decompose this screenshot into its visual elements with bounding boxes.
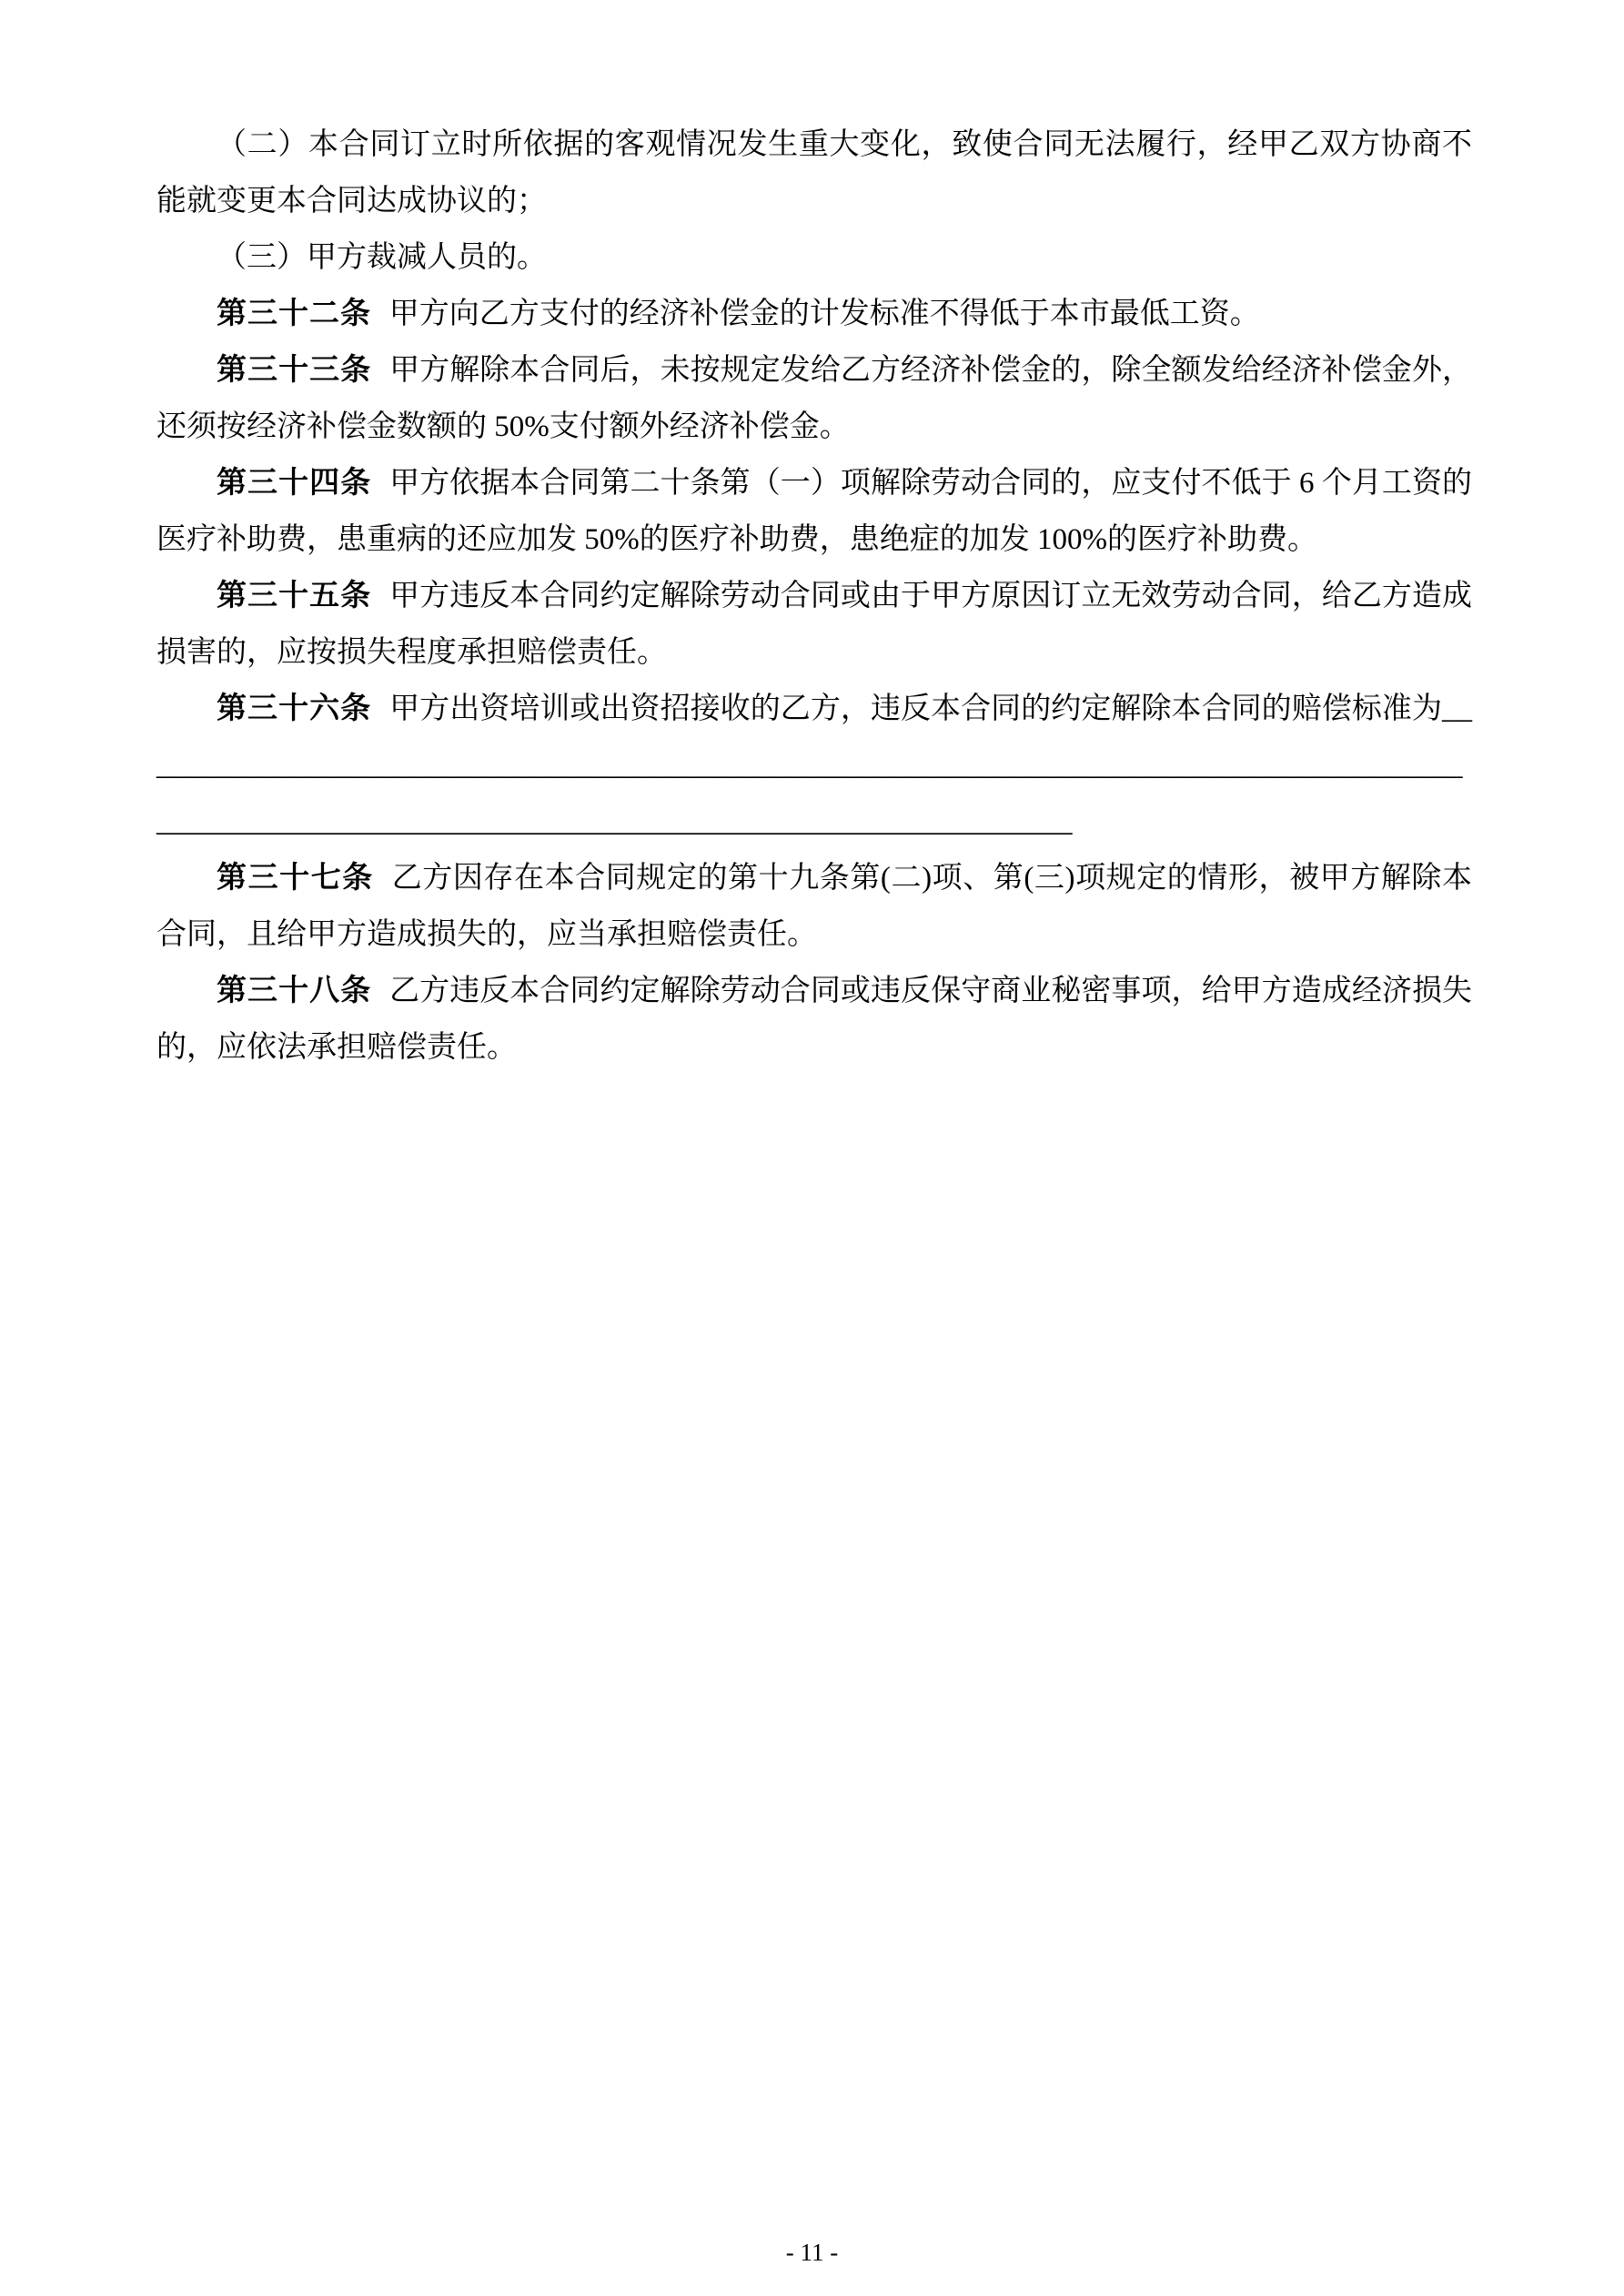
clause-35-text: 甲方违反本合同约定解除劳动合同或由于甲方原因订立无效劳动合同，给乙方造成损害的，应按损失程度承担赔偿责任。 (156, 580, 1473, 669)
clause-34-heading: 第三十四条 (217, 467, 372, 500)
clause-38-heading: 第三十八条 (217, 975, 372, 1007)
clause-36-text: 甲方出资培训或出资招接收的乙方，违反本合同的约定解除本合同的赔偿标准为 (389, 693, 1443, 725)
clause-35-paragraph (156, 568, 1472, 681)
fill-in-blank: ______________________________________________________________________________________________________________________________________________________ (156, 693, 1473, 838)
clause-37-paragraph (156, 850, 1472, 963)
contract-body (156, 116, 1472, 1076)
clause-37-heading: 第三十七条 (217, 862, 374, 895)
clause-33-heading: 第三十三条 (217, 354, 372, 387)
clause-34-text: 甲方依据本合同第二十条第（一）项解除劳动合同的，应支付不低于 6 个月工资的医疗补助费，患重病的还应加发 50%的医疗补助费，患绝症的加发 100%的医疗补助费。 (156, 467, 1473, 556)
clause-32-heading: 第三十二条 (217, 298, 371, 330)
list-item-2 (156, 116, 1472, 229)
clause-37-text: 乙方因存在本合同规定的第十九条第(二)项、第(三)项规定的情形，被甲方解除本合同，且给甲方造成损失的，应当承担赔偿责任。 (156, 862, 1472, 951)
clause-33-paragraph (156, 342, 1472, 455)
clause-36-paragraph (156, 681, 1472, 850)
clause-34-paragraph (156, 455, 1472, 568)
clause-33-text: 甲方解除本合同后，未按规定发给乙方经济补偿金的，除全额发给经济补偿金外，还须按经济补偿金数额的 50%支付额外经济补偿金。 (156, 354, 1473, 443)
list-item-3-text: （三）甲方裁减人员的。 (217, 241, 547, 274)
clause-36-heading: 第三十六条 (217, 693, 372, 725)
clause-38-paragraph (156, 963, 1472, 1076)
clause-35-heading: 第三十五条 (217, 580, 372, 612)
clause-32-text: 甲方向乙方支付的经济补偿金的计发标准不得低于本市最低工资。 (388, 298, 1260, 330)
list-item-3 (156, 229, 1472, 286)
clause-38-text: 乙方违反本合同约定解除劳动合同或违反保守商业秘密事项，给甲方造成经济损失的，应依法承担赔偿责任。 (156, 975, 1473, 1064)
list-item-2-text: （二）本合同订立时所依据的客观情况发生重大变化，致使合同无法履行，经甲乙双方协商不能就变更本合同达成协议的； (156, 128, 1472, 217)
page-number: - 11 - (785, 2239, 839, 2266)
clause-32-paragraph (156, 286, 1472, 342)
